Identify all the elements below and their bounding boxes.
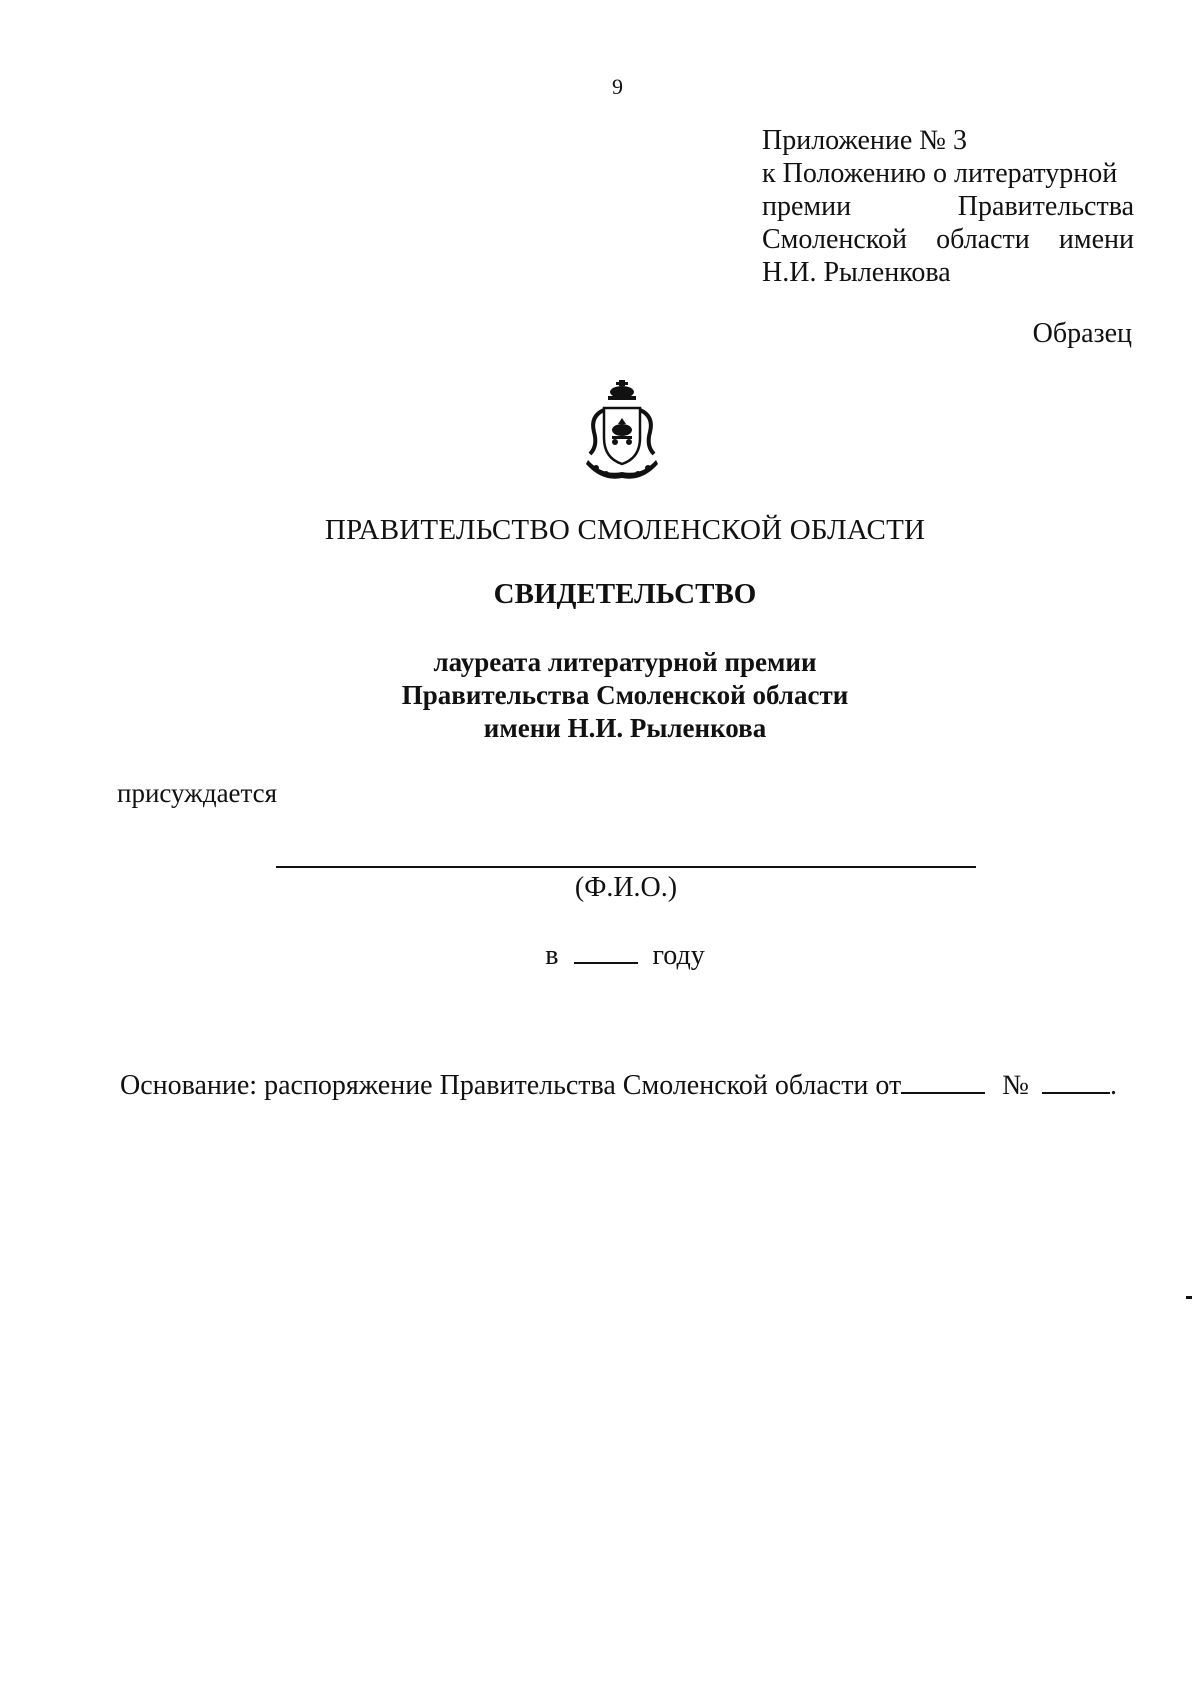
appendix-line-3-left: премии [762, 191, 852, 222]
subtitle-line-1: лауреата литературной премии [433, 647, 817, 677]
year-blank [574, 961, 638, 964]
basis-number-blank [1042, 1091, 1110, 1094]
basis-text: Основание: распоряжение Правительства Смоленской области от [120, 1070, 902, 1101]
appendix-line-1: Приложение № 3 [762, 125, 967, 156]
appendix-block [762, 124, 1134, 289]
subtitle-line-2: Правительства Смоленской области [401, 680, 849, 710]
fio-blank-line [276, 866, 976, 868]
year-suffix: году [652, 940, 705, 971]
appendix-line-2-text: к Положению о литературной [762, 158, 1118, 189]
basis-date-blank [901, 1091, 985, 1094]
appendix-line-2 [762, 157, 1134, 190]
appendix-line-5: Н.И. Рыленкова [762, 257, 951, 288]
coat-of-arms-icon [582, 380, 662, 482]
appendix-line-3 [762, 190, 1134, 223]
basis-number-sign: № [1002, 1070, 1029, 1101]
sample-label: Образец [1032, 318, 1132, 349]
appendix-line-4: Смоленской области имени [762, 224, 1134, 255]
year-line [0, 940, 1200, 972]
certificate-subtitle [0, 646, 1200, 745]
government-heading: ПРАВИТЕЛЬСТВО СМОЛЕНСКОЙ ОБЛАСТИ [324, 514, 926, 546]
appendix-line-3-right: Правительства [957, 191, 1134, 222]
basis-line [120, 1070, 1117, 1102]
awarded-text: присуждается [117, 778, 278, 808]
fio-label: (Ф.И.О.) [574, 872, 678, 903]
page-number: 9 [612, 74, 623, 99]
certificate-title: СВИДЕТЕЛЬСТВО [493, 578, 757, 610]
basis-end: . [1110, 1070, 1117, 1101]
year-prefix: в [545, 940, 559, 971]
scan-mark [1186, 1296, 1192, 1299]
subtitle-line-3: имени Н.И. Рыленкова [483, 713, 767, 743]
